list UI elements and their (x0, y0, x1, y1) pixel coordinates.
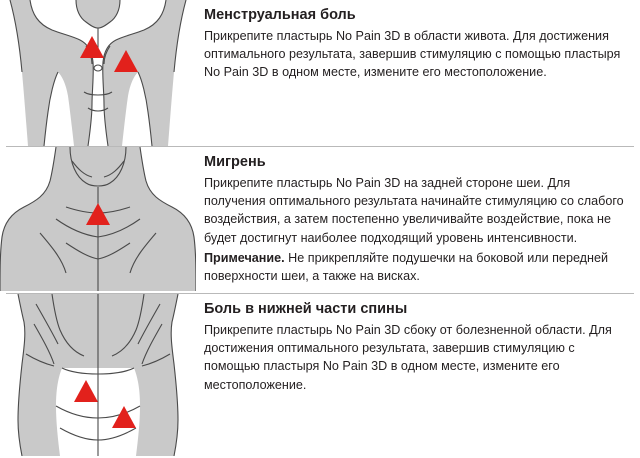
note-text: Не прикрепляйте подушечки на боковой или передней поверхности шеи, а также на висках. (204, 250, 609, 283)
heading-menstrual-pain: Менструальная боль (204, 7, 356, 23)
note-label: Примечание. (204, 250, 285, 265)
section-text-lower-back-pain (196, 294, 640, 394)
back-lower-diagram (0, 294, 196, 458)
paragraph-migraine-note (204, 249, 630, 285)
section-text-menstrual-pain (196, 0, 640, 82)
neck-back-diagram (0, 147, 196, 293)
paragraph-migraine: Прикрепите пластырь No Pain 3D на задней стороне шеи. Для получения оптимального результата начинайте стимуляцию со слабого воздействия, а затем постепенно увеличивайте воздействие, пока не будет достигнут наиболее подходящий уровень интенсивности. (204, 176, 624, 245)
paragraph-lower-back-pain: Прикрепите пластырь No Pain 3D сбоку от болезненной области. Для достижения оптимального результата, завершив стимуляцию с помощью пластыря No Pain 3D в одном месте, измените его местоположение. (204, 323, 612, 392)
section-lower-back-pain (0, 294, 640, 458)
placement-markers (74, 380, 136, 428)
torso-front-abdomen-diagram (0, 0, 196, 146)
section-menstrual-pain (0, 0, 640, 146)
section-text-migraine (196, 147, 640, 285)
torso-front-body-shape (10, 0, 186, 146)
heading-migraine: Мигрень (204, 154, 266, 170)
heading-lower-back-pain: Боль в нижней части спины (204, 301, 408, 317)
section-migraine (0, 147, 640, 293)
paragraph-menstrual-pain: Прикрепите пластырь No Pain 3D в области живота. Для достижения оптимального результата, завершив стимуляцию с помощью пластыря No Pain 3D в одном месте, измените его местоположение. (204, 29, 621, 80)
